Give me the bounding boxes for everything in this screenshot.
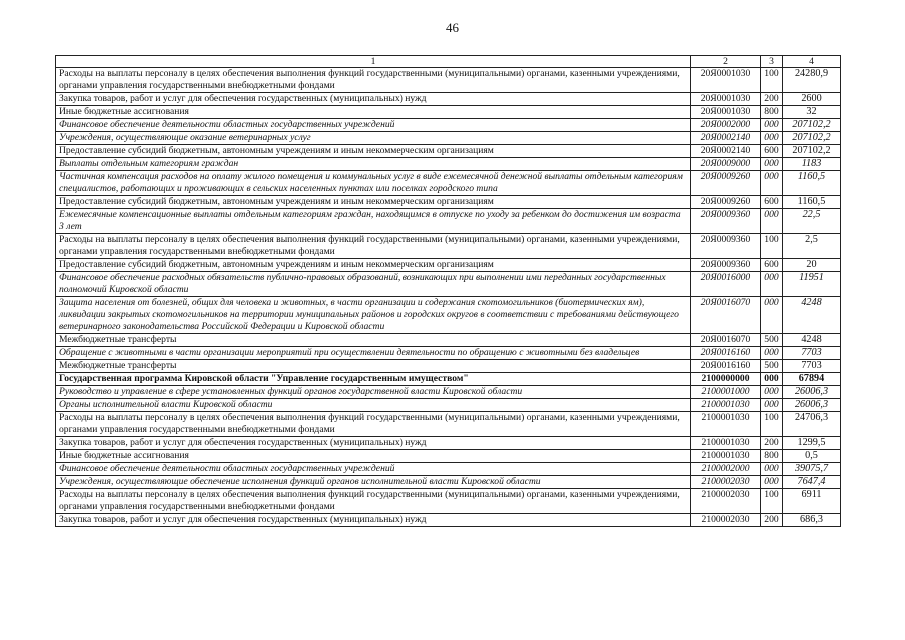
row-target-code: 20Я0009000 <box>691 158 761 171</box>
row-description: Закупка товаров, работ и услуг для обеспечения государственных (муниципальных) нужд <box>56 514 691 527</box>
row-description: Иные бюджетные ассигнования <box>56 450 691 463</box>
row-description: Расходы на выплаты персоналу в целях обеспечения выполнения функций государственными (муниципальными) органами, казенными учреждениями, органами управления государственными внебюджетными фондами <box>56 234 691 259</box>
row-expense-type: 600 <box>761 196 783 209</box>
row-amount: 67894 <box>783 373 841 386</box>
row-expense-type: 500 <box>761 334 783 347</box>
row-amount: 0,5 <box>783 450 841 463</box>
row-description: Финансовое обеспечение деятельности областных государственных учреждений <box>56 119 691 132</box>
table-row <box>56 334 841 347</box>
table-row <box>56 347 841 360</box>
row-amount: 1160,5 <box>783 171 841 196</box>
row-expense-type: 000 <box>761 347 783 360</box>
row-amount: 686,3 <box>783 514 841 527</box>
row-expense-type: 100 <box>761 412 783 437</box>
row-amount: 39075,7 <box>783 463 841 476</box>
row-amount: 22,5 <box>783 209 841 234</box>
table-row <box>56 234 841 259</box>
row-expense-type: 000 <box>761 171 783 196</box>
row-description: Частичная компенсация расходов на оплату жилого помещения и коммунальных услуг в виде ежемесячной денежной выплаты отдельным категориям специалистов, работающих и проживающих в сельских населенных пунктах или поселках городского типа <box>56 171 691 196</box>
row-target-code: 20Я0009260 <box>691 196 761 209</box>
row-amount: 20 <box>783 259 841 272</box>
row-expense-type: 000 <box>761 209 783 234</box>
row-description: Государственная программа Кировской области "Управление государственным имуществом" <box>56 373 691 386</box>
row-target-code: 2100001000 <box>691 386 761 399</box>
row-amount: 207102,2 <box>783 132 841 145</box>
table-row <box>56 463 841 476</box>
row-expense-type: 000 <box>761 476 783 489</box>
row-target-code: 2100002030 <box>691 489 761 514</box>
row-amount: 26006,3 <box>783 386 841 399</box>
table-row <box>56 132 841 145</box>
row-expense-type: 000 <box>761 119 783 132</box>
row-description: Предоставление субсидий бюджетным, автономным учреждениям и иным некоммерческим организациям <box>56 145 691 158</box>
row-target-code: 2100001030 <box>691 412 761 437</box>
row-description: Органы исполнительной власти Кировской области <box>56 399 691 412</box>
budget-table-body <box>56 56 841 527</box>
table-row <box>56 489 841 514</box>
row-description: Иные бюджетные ассигнования <box>56 106 691 119</box>
row-description: Предоставление субсидий бюджетным, автономным учреждениям и иным некоммерческим организациям <box>56 259 691 272</box>
row-target-code: 20Я0016070 <box>691 297 761 334</box>
table-row <box>56 196 841 209</box>
row-amount: 2,5 <box>783 234 841 259</box>
table-row <box>56 360 841 373</box>
row-expense-type: 600 <box>761 259 783 272</box>
row-target-code: 20Я0002140 <box>691 145 761 158</box>
row-expense-type: 500 <box>761 360 783 373</box>
header-col-4: 4 <box>783 56 841 68</box>
row-target-code: 20Я0001030 <box>691 68 761 93</box>
row-description: Расходы на выплаты персоналу в целях обеспечения выполнения функций государственными (муниципальными) органами, казенными учреждениями, органами управления государственными внебюджетными фондами <box>56 489 691 514</box>
table-header-row <box>56 56 841 68</box>
page-number: 46 <box>446 20 459 35</box>
row-amount: 24706,3 <box>783 412 841 437</box>
row-amount: 1183 <box>783 158 841 171</box>
row-expense-type: 000 <box>761 373 783 386</box>
row-target-code: 2100002030 <box>691 476 761 489</box>
table-row <box>56 93 841 106</box>
table-row <box>56 386 841 399</box>
header-col-2: 2 <box>691 56 761 68</box>
table-row <box>56 259 841 272</box>
row-target-code: 20Я0016000 <box>691 272 761 297</box>
row-amount: 7647,4 <box>783 476 841 489</box>
row-amount: 207102,2 <box>783 119 841 132</box>
table-row <box>56 437 841 450</box>
row-expense-type: 200 <box>761 437 783 450</box>
row-target-code: 20Я0009360 <box>691 209 761 234</box>
table-row <box>56 514 841 527</box>
table-row <box>56 158 841 171</box>
row-target-code: 20Я0001030 <box>691 93 761 106</box>
row-description: Выплаты отдельным категориям граждан <box>56 158 691 171</box>
table-row <box>56 106 841 119</box>
row-target-code: 20Я0009260 <box>691 171 761 196</box>
header-col-1: 1 <box>56 56 691 68</box>
row-amount: 1299,5 <box>783 437 841 450</box>
row-target-code: 20Я0016160 <box>691 360 761 373</box>
table-row <box>56 171 841 196</box>
row-expense-type: 000 <box>761 463 783 476</box>
row-description: Ежемесячные компенсационные выплаты отдельным категориям граждан, находящимся в отпуске по уходу за ребенком до достижения им возраста 3 лет <box>56 209 691 234</box>
row-expense-type: 000 <box>761 158 783 171</box>
row-expense-type: 600 <box>761 145 783 158</box>
row-expense-type: 000 <box>761 399 783 412</box>
table-row <box>56 272 841 297</box>
row-amount: 24280,9 <box>783 68 841 93</box>
row-description: Финансовое обеспечение деятельности областных государственных учреждений <box>56 463 691 476</box>
row-amount: 4248 <box>783 297 841 334</box>
row-description: Финансовое обеспечение расходных обязательств публично-правовых образований, возникающих при выполнении ими переданных государственных полномочий Кировской области <box>56 272 691 297</box>
row-amount: 2600 <box>783 93 841 106</box>
header-col-3: 3 <box>761 56 783 68</box>
row-amount: 6911 <box>783 489 841 514</box>
row-expense-type: 000 <box>761 132 783 145</box>
row-expense-type: 800 <box>761 450 783 463</box>
row-target-code: 20Я0001030 <box>691 106 761 119</box>
table-row <box>56 476 841 489</box>
row-description: Обращение с животными в части организации мероприятий при осуществлении деятельности по обращению с животными без владельцев <box>56 347 691 360</box>
budget-table <box>55 55 841 527</box>
row-expense-type: 100 <box>761 234 783 259</box>
row-target-code: 20Я0009360 <box>691 259 761 272</box>
row-target-code: 2100001030 <box>691 437 761 450</box>
row-amount: 4248 <box>783 334 841 347</box>
table-row <box>56 119 841 132</box>
row-target-code: 2100001030 <box>691 399 761 412</box>
row-description: Закупка товаров, работ и услуг для обеспечения государственных (муниципальных) нужд <box>56 437 691 450</box>
row-target-code: 2100000000 <box>691 373 761 386</box>
row-target-code: 20Я0009360 <box>691 234 761 259</box>
table-row <box>56 450 841 463</box>
row-description: Защита населения от болезней, общих для человека и животных, в части организации и содержания скотомогильников (биотермических ям), ликвидации закрытых скотомогильников на территории муниципальных районов и городских округов в соответствии с требованиями действующего ветеринарного законодательства Российской Федерации и Кировской области <box>56 297 691 334</box>
row-expense-type: 200 <box>761 514 783 527</box>
row-description: Расходы на выплаты персоналу в целях обеспечения выполнения функций государственными (муниципальными) органами, казенными учреждениями, органами управления государственными внебюджетными фондами <box>56 68 691 93</box>
row-description: Закупка товаров, работ и услуг для обеспечения государственных (муниципальных) нужд <box>56 93 691 106</box>
row-expense-type: 200 <box>761 93 783 106</box>
row-amount: 1160,5 <box>783 196 841 209</box>
row-target-code: 20Я0002000 <box>691 119 761 132</box>
table-row <box>56 297 841 334</box>
row-description: Расходы на выплаты персоналу в целях обеспечения выполнения функций государственными (муниципальными) органами, казенными учреждениями, органами управления государственными внебюджетными фондами <box>56 412 691 437</box>
row-amount: 7703 <box>783 360 841 373</box>
table-row <box>56 373 841 386</box>
row-description: Учреждения, осуществляющие обеспечение исполнения функций органов исполнительной власти Кировской области <box>56 476 691 489</box>
row-description: Предоставление субсидий бюджетным, автономным учреждениям и иным некоммерческим организациям <box>56 196 691 209</box>
row-amount: 32 <box>783 106 841 119</box>
row-description: Межбюджетные трансферты <box>56 360 691 373</box>
table-row <box>56 412 841 437</box>
row-description: Руководство и управление в сфере установленных функций органов государственной власти Кировской области <box>56 386 691 399</box>
row-target-code: 2100001030 <box>691 450 761 463</box>
row-amount: 11951 <box>783 272 841 297</box>
row-expense-type: 000 <box>761 272 783 297</box>
row-amount: 7703 <box>783 347 841 360</box>
row-amount: 26006,3 <box>783 399 841 412</box>
row-expense-type: 800 <box>761 106 783 119</box>
table-row <box>56 209 841 234</box>
row-target-code: 20Я0002140 <box>691 132 761 145</box>
row-expense-type: 100 <box>761 489 783 514</box>
row-expense-type: 100 <box>761 68 783 93</box>
table-row <box>56 145 841 158</box>
row-expense-type: 000 <box>761 297 783 334</box>
table-row <box>56 68 841 93</box>
row-description: Учреждения, осуществляющие оказание ветеринарных услуг <box>56 132 691 145</box>
table-row <box>56 399 841 412</box>
row-target-code: 20Я0016160 <box>691 347 761 360</box>
row-target-code: 2100002030 <box>691 514 761 527</box>
row-expense-type: 000 <box>761 386 783 399</box>
row-target-code: 2100002000 <box>691 463 761 476</box>
row-description: Межбюджетные трансферты <box>56 334 691 347</box>
row-amount: 207102,2 <box>783 145 841 158</box>
row-target-code: 20Я0016070 <box>691 334 761 347</box>
